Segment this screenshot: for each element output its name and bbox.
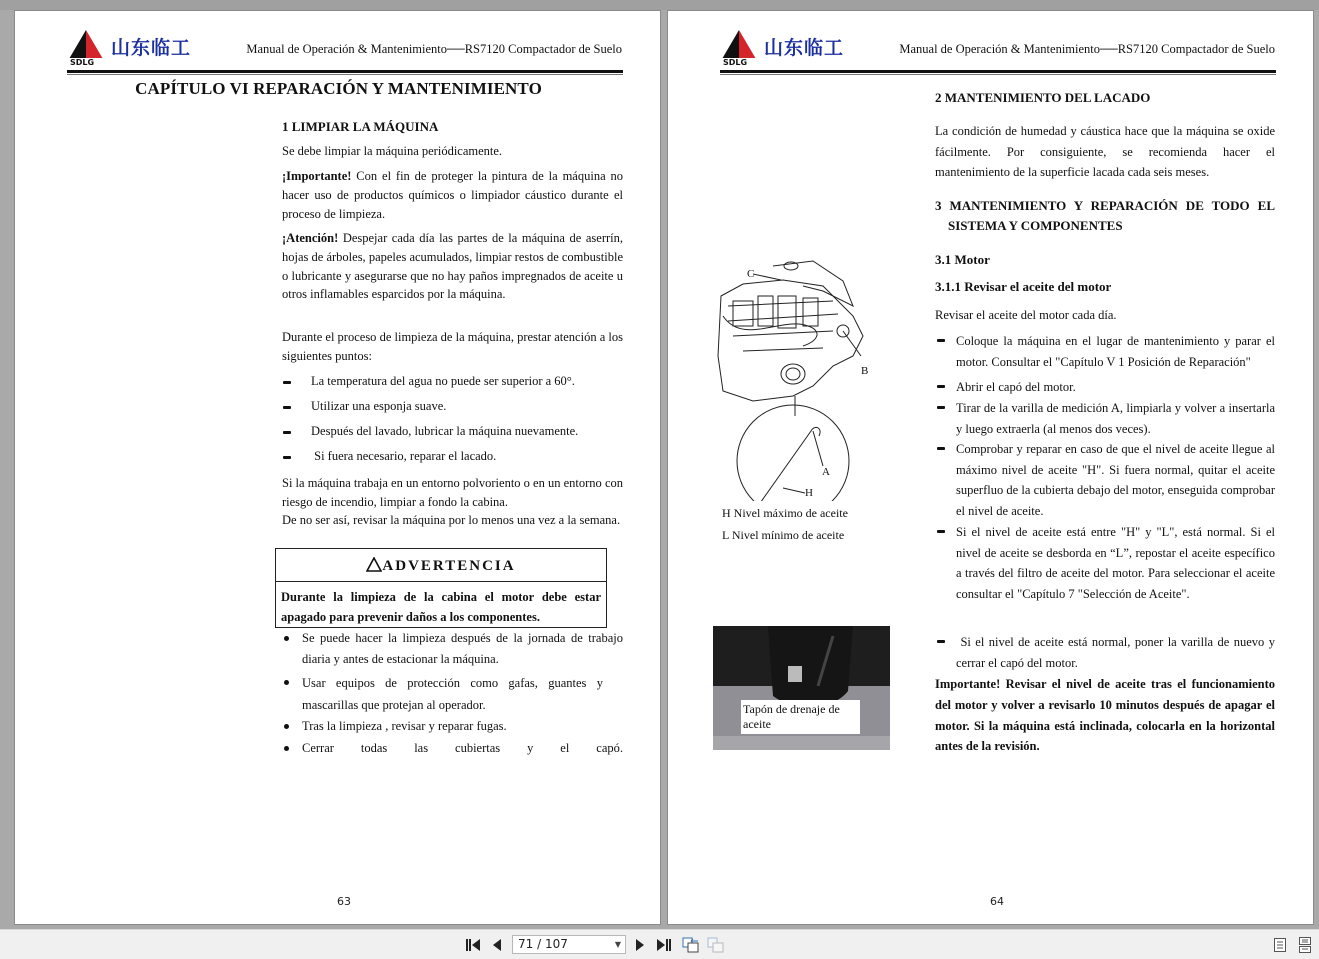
dash-bullet-icon (937, 530, 945, 533)
dash-bullet-icon (283, 406, 291, 409)
next-page-button[interactable] (631, 937, 649, 953)
warning-triangle-icon (366, 557, 382, 572)
go-back-view-button[interactable] (682, 937, 700, 953)
list-item: Abrir el capó del motor. (935, 377, 1275, 398)
dash-bullet-icon (937, 385, 945, 388)
next-page-icon (635, 938, 645, 952)
engine-dipstick-diagram (713, 256, 873, 501)
dash-bullet-icon (937, 406, 945, 409)
attention-label: ¡Atención! (282, 231, 339, 245)
pdf-viewer-toolbar (0, 929, 1319, 959)
dash-bullet-icon (937, 640, 945, 643)
continuous-view-icon (1298, 937, 1312, 953)
label-a: A (822, 466, 830, 478)
dropdown-caret-icon: ▼ (614, 940, 621, 949)
figure-caption-l: L Nivel mínimo de aceite (722, 528, 845, 542)
page-header (720, 29, 1275, 69)
list-item: Si el nivel de aceite está entre "H" y "L", está normal. Si el nivel de aceite se desborda en “L”, repostar el aceite específico a través del filtro de aceite del motor. Para seleccionar el aceite consultar el "Capítulo 7 "Selección de Aceite". (935, 522, 1275, 604)
dash-bullet-icon (937, 447, 945, 450)
list-item: Si el nivel de aceite está normal, poner la varilla de nuevo y cerrar el capó del motor. (935, 632, 1275, 673)
svg-text:山东临工: 山东临工 (111, 37, 192, 59)
first-page-icon (465, 938, 481, 952)
list-item: Utilizar una esponja suave. (283, 396, 446, 417)
list-item: Si fuera necesario, reparar el lacado. (283, 446, 496, 467)
page-number-value: 71 / 107 (518, 937, 568, 951)
oil-drain-plug-photo (713, 626, 890, 750)
list-item: Se puede hacer la limpieza después de la jornada de trabajo diaria y antes de estacionar la máquina. (282, 628, 623, 670)
previous-page-icon (492, 938, 502, 952)
paragraph: Durante el proceso de limpieza de la máquina, prestar atención a los siguientes puntos: (282, 330, 623, 363)
first-page-button[interactable] (464, 937, 482, 953)
last-page-icon (656, 938, 672, 952)
page-number-select[interactable] (512, 935, 626, 954)
previous-page-button[interactable] (488, 937, 506, 953)
go-forward-view-button[interactable] (707, 937, 725, 953)
warning-title: ADVERTENCIA (382, 558, 516, 574)
dash-bullet-icon (283, 456, 291, 459)
subsection-title: 3.1 Motor (935, 252, 990, 267)
go-back-view-icon (682, 937, 700, 953)
warning-box (275, 548, 607, 628)
document-page-64 (667, 10, 1314, 925)
dash-bullet-icon (283, 431, 291, 434)
important-label: ¡Importante! (282, 169, 352, 183)
bullet-icon (284, 746, 289, 751)
svg-text:SDLG: SDLG (70, 58, 95, 65)
dash-bullet-icon (283, 381, 291, 384)
page-number: 63 (337, 895, 351, 908)
warning-text: Durante la limpieza de la cabina el motor debe estar apagado para prevenir daños a los componentes. (281, 590, 601, 624)
list-item: Después del lavado, lubricar la máquina nuevamente. (283, 421, 578, 442)
paragraph: Revisar el aceite del motor cada día. (935, 308, 1117, 322)
important-paragraph (282, 167, 623, 223)
list-item: Coloque la máquina en el lugar de mantenimiento y parar el motor. Consultar el "Capítulo V 1 Posición de Reparación" (935, 331, 1275, 372)
attention-text: Despejar cada día las partes de la máquina de aserrín, hojas de árboles, papeles acumulados, limpiar restos de combustible o lubricante y asegurarse que no hay paños impregnados de aceite u otros inflamables esparcidos por la máquina. (282, 231, 623, 302)
last-page-button[interactable] (655, 937, 673, 953)
subsection-title: 3.1.1 Revisar el aceite del motor (935, 279, 1112, 294)
single-page-view-icon (1273, 937, 1287, 953)
chapter-title: CAPÍTULO VI REPARACIÓN Y MANTENIMIENTO (135, 79, 542, 98)
important-note: Importante! Revisar el nivel de aceite tras el funcionamiento del motor y volver a revisarlo 10 minutos después de apagar el motor. Si la máquina está inclinada, colocarla en la horizontal antes de la revisión. (935, 677, 1275, 754)
label-c: C (747, 268, 755, 280)
list-item: Tirar de la varilla de medición A, limpiarla y volver a insertarla y luego extraerla (al menos dos veces). (935, 398, 1275, 439)
bullet-icon (284, 636, 289, 641)
attention-paragraph (282, 229, 623, 304)
label-b: B (861, 365, 869, 377)
go-forward-view-icon (707, 937, 725, 953)
bullet-icon (284, 724, 289, 729)
label-h: H (805, 487, 813, 499)
section-title: 2 MANTENIMIENTO DEL LACADO (935, 90, 1151, 105)
list-item: Cerrar todas las cubiertas y el capó. (282, 739, 623, 758)
figure-caption-h: H Nivel máximo de aceite (722, 506, 848, 520)
dash-bullet-icon (937, 339, 945, 342)
svg-text:SDLG: SDLG (723, 58, 748, 65)
section-title: 3 MANTENIMIENTO Y REPARACIÓN DE TODO EL SISTEMA Y COMPONENTES (935, 198, 1275, 233)
viewer-background (0, 0, 1319, 10)
important-text: Con el fin de proteger la pintura de la máquina no hacer uso de productos químicos o limpiador cáustico durante el proceso de limpieza. (282, 169, 623, 221)
page-number: 64 (990, 895, 1004, 908)
list-item: Usar equipos de protección como gafas, guantes y mascarillas que protejan al operador. (282, 672, 623, 716)
paragraph: La condición de humedad y cáustica hace que la máquina se oxide fácilmente. Por consiguiente, se recomienda hacer el mantenimiento de la superficie lacada cada seis meses. (935, 124, 1275, 179)
header-rule-thin (67, 74, 623, 75)
list-item: Tras la limpieza , revisar y reparar fugas. (282, 717, 623, 736)
warning-header (276, 549, 606, 582)
section-title: 1 LIMPIAR LA MÁQUINA (282, 119, 439, 134)
header-rule (67, 70, 623, 73)
continuous-view-button[interactable] (1296, 937, 1314, 953)
header-rule-thin (720, 74, 1276, 75)
paragraph: Se debe limpiar la máquina periódicamente. (282, 144, 503, 158)
photo-caption: Tapón de drenaje de aceite (741, 700, 860, 734)
sdlg-logo-icon (720, 29, 860, 65)
single-page-view-button[interactable] (1271, 937, 1289, 953)
page-header (67, 29, 622, 69)
list-item: La temperatura del agua no puede ser superior a 60°. (283, 371, 575, 392)
document-page-63 (14, 10, 661, 925)
list-item: Comprobar y reparar en caso de que el nivel de aceite llegue al máximo nivel de aceite "H". Si fuera normal, quitar el aceite superfluo de la cubierta debajo del motor, enseguida comprobar el nivel de aceite. (935, 439, 1275, 521)
header-rule (720, 70, 1276, 73)
manual-title: Manual de Operación & Mantenimiento──RS7120 Compactador de Suelo (246, 42, 622, 56)
bullet-icon (284, 680, 289, 685)
svg-text:山东临工: 山东临工 (764, 37, 845, 59)
sdlg-logo-icon (67, 29, 207, 65)
paragraph: De no ser así, revisar la máquina por lo menos una vez a la semana. (282, 513, 621, 527)
manual-title: Manual de Operación & Mantenimiento──RS7120 Compactador de Suelo (899, 42, 1275, 56)
paragraph: Si la máquina trabaja en un entorno polvoriento o en un entorno con riesgo de incendio, limpiar a fondo la cabina. (282, 476, 623, 509)
